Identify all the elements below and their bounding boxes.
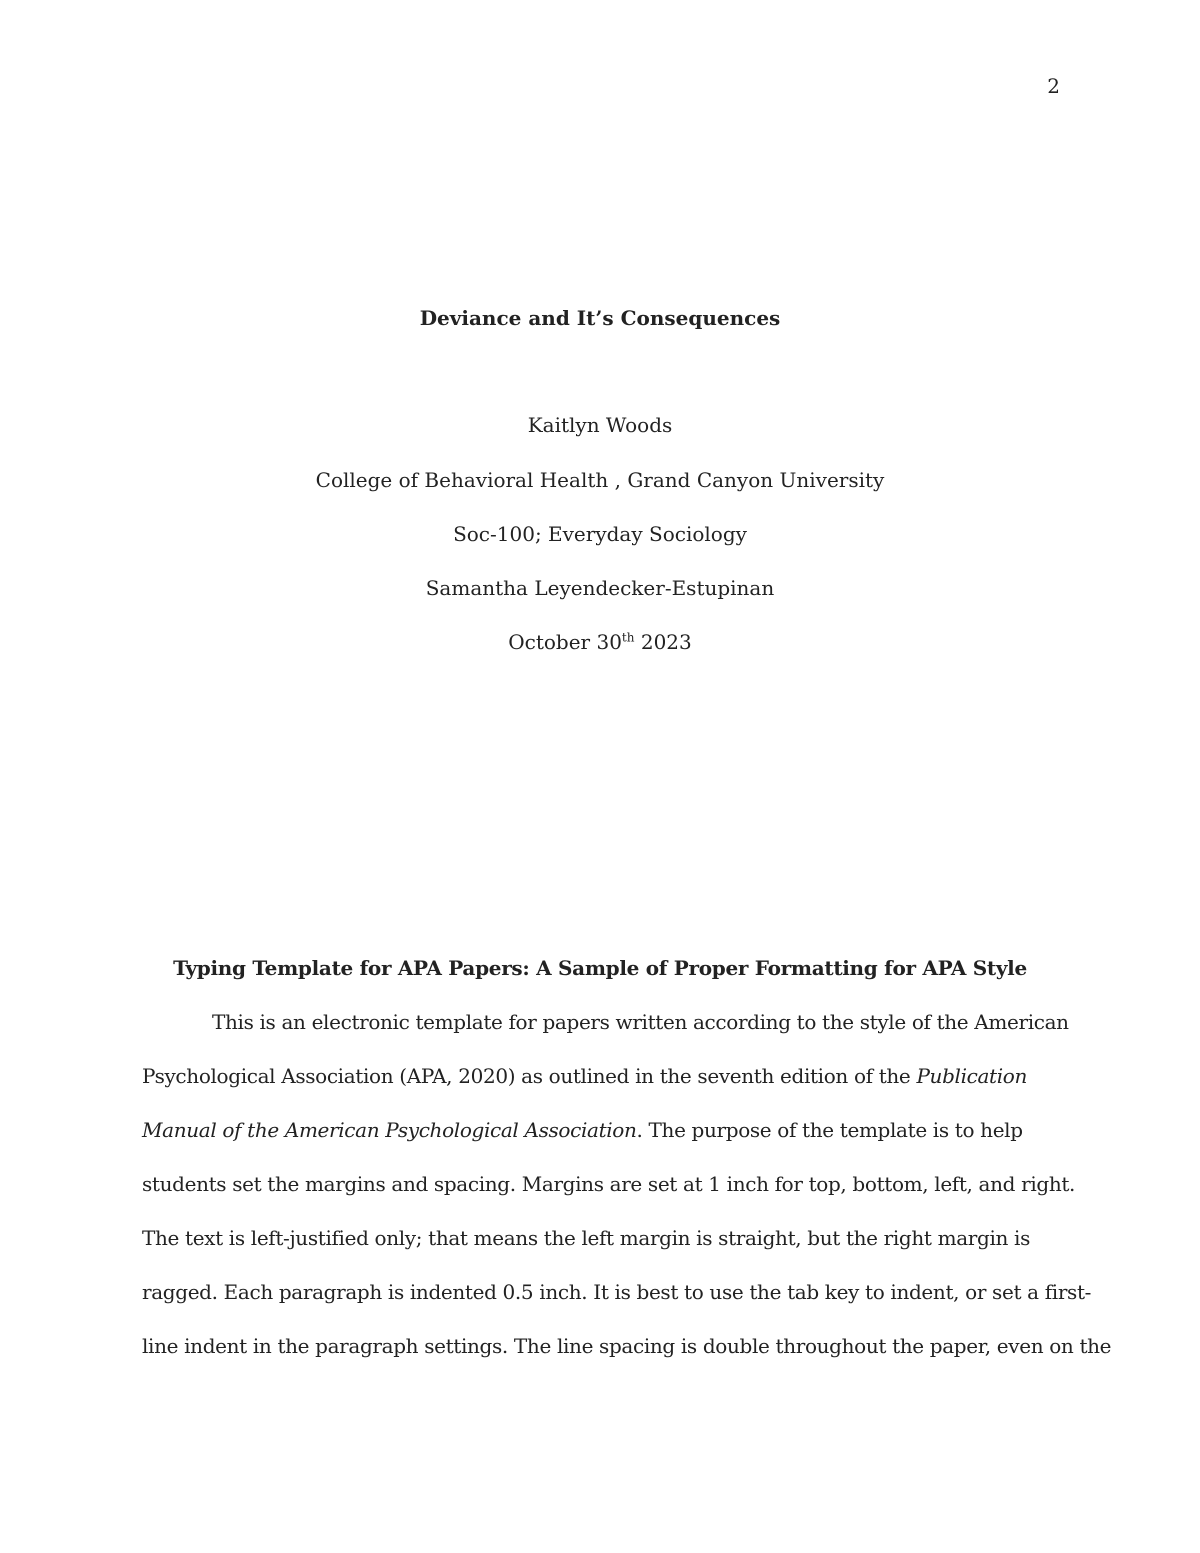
body-line: line indent in the paragraph settings. The line spacing is double throughout the paper, even on the xyxy=(142,1334,1112,1358)
body-line xyxy=(142,1064,1062,1088)
date-prefix: October 30 xyxy=(508,630,622,654)
body-line: This is an electronic template for papers written according to the style of the American xyxy=(212,1010,1069,1034)
body-line xyxy=(142,1118,1062,1142)
page-number: 2 xyxy=(1047,74,1060,98)
body-text: Psychological Association (APA, 2020) as outlined in the seventh edition of the xyxy=(142,1064,917,1088)
date-ordinal: th xyxy=(621,630,635,645)
submission-date xyxy=(0,630,1200,654)
italic-title: Manual of the American Psychological Association xyxy=(142,1118,637,1142)
instructor-name: Samantha Leyendecker-Estupinan xyxy=(425,576,775,600)
affiliation: College of Behavioral Health , Grand Canyon University xyxy=(315,468,885,492)
body-text: . The purpose of the template is to help xyxy=(636,1118,1023,1142)
body-heading: Typing Template for APA Papers: A Sample of Proper Formatting for APA Style xyxy=(173,956,1027,980)
date-suffix: 2023 xyxy=(634,630,692,654)
author-name: Kaitlyn Woods xyxy=(527,413,673,437)
body-line: The text is left-justified only; that means the left margin is straight, but the right margin is xyxy=(142,1226,1030,1250)
paper-title: Deviance and It’s Consequences xyxy=(419,306,781,330)
body-line: students set the margins and spacing. Margins are set at 1 inch for top, bottom, left, and right. xyxy=(142,1172,1076,1196)
italic-title: Publication xyxy=(916,1064,1028,1088)
body-line: ragged. Each paragraph is indented 0.5 inch. It is best to use the tab key to indent, or set a first- xyxy=(142,1280,1092,1304)
course-name: Soc-100; Everyday Sociology xyxy=(453,522,747,546)
